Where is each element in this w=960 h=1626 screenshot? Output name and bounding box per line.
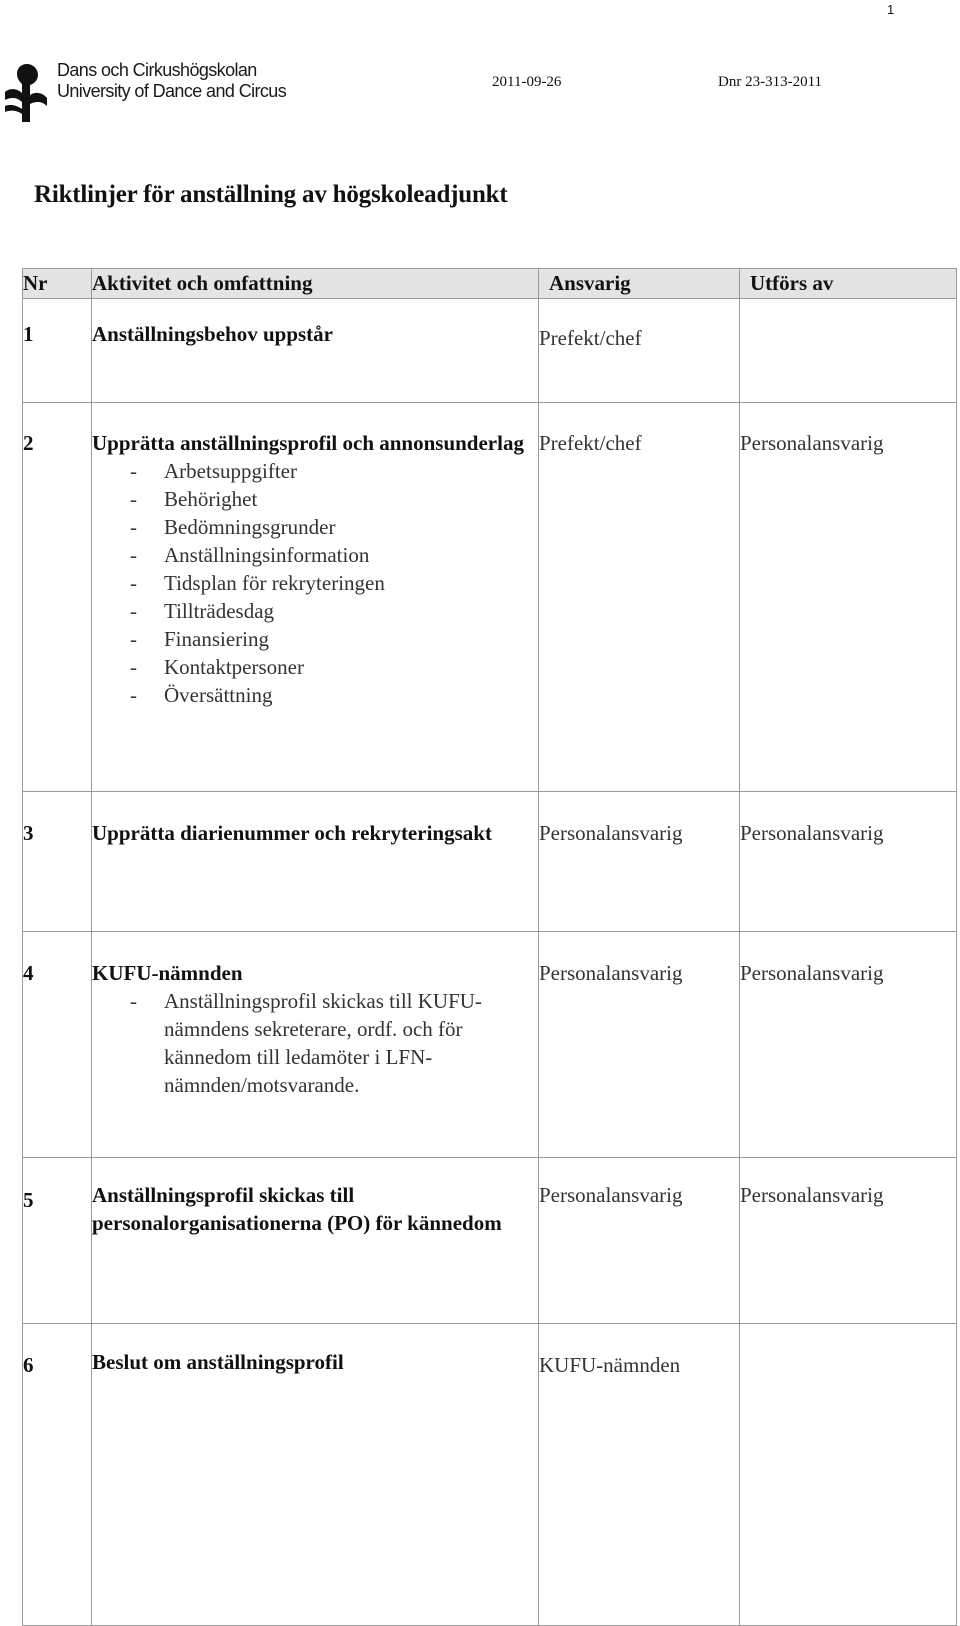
row-performed-by — [740, 1324, 957, 1626]
list-item: - Översättning — [92, 681, 538, 709]
table-header-row — [23, 269, 957, 299]
document-title: Riktlinjer för anställning av högskoleadjunkt — [34, 181, 508, 208]
dance-circus-logo-icon — [3, 62, 49, 124]
list-item: - Kontaktpersoner — [92, 653, 538, 681]
activity-title: KUFU-nämnden — [92, 961, 243, 985]
row-responsible: Prefekt/chef — [539, 299, 740, 403]
document-date: 2011-09-26 — [492, 74, 562, 90]
column-header-nr: Nr — [23, 269, 92, 299]
row-performed-by: Personalansvarig — [740, 792, 957, 932]
activity-title: Anställningsprofil skickas till personalorganisationerna (PO) för kännedom — [92, 1183, 502, 1235]
row-responsible: Personalansvarig — [539, 792, 740, 932]
row-responsible: Personalansvarig — [539, 1158, 740, 1324]
list-item: - Behörighet — [92, 485, 538, 513]
table-row — [23, 792, 957, 932]
row-activity — [92, 403, 539, 792]
page-number: 1 — [887, 2, 895, 17]
row-responsible: Prefekt/chef — [539, 403, 740, 792]
list-item: - Anställningsinformation — [92, 541, 538, 569]
activity-title: Anställningsbehov uppstår — [92, 322, 333, 346]
list-item: - Anställningsprofil skickas till KUFU-nämndens sekreterare, ordf. och för kännedom till ledamöter i LFN-nämnden/motsvarande. — [92, 987, 538, 1099]
row-activity — [92, 299, 539, 403]
guidelines-table — [22, 268, 957, 1626]
column-header-activity: Aktivitet och omfattning — [92, 269, 539, 299]
row-performed-by: Personalansvarig — [740, 1158, 957, 1324]
column-header-responsible: Ansvarig — [539, 269, 740, 299]
row-performed-by: Personalansvarig — [740, 403, 957, 792]
document-dnr: Dnr 23-313-2011 — [718, 74, 823, 90]
row-performed-by — [740, 299, 957, 403]
row-performed-by: Personalansvarig — [740, 932, 957, 1158]
row-number: 5 — [23, 1158, 92, 1324]
row-responsible: Personalansvarig — [539, 932, 740, 1158]
table-row — [23, 932, 957, 1158]
row-activity — [92, 792, 539, 932]
row-activity — [92, 1158, 539, 1324]
institution-name-en: University of Dance and Circus — [57, 81, 287, 101]
row-number: 3 — [23, 792, 92, 932]
row-number: 1 — [23, 299, 92, 403]
table-row — [23, 1324, 957, 1626]
row-activity — [92, 1324, 539, 1626]
activity-title: Upprätta diarienummer och rekryteringsakt — [92, 821, 492, 845]
activity-subitems — [92, 457, 538, 709]
row-number: 2 — [23, 403, 92, 792]
list-item: - Arbetsuppgifter — [92, 457, 538, 485]
institution-name — [57, 60, 286, 102]
column-header-performed-by: Utförs av — [740, 269, 957, 299]
row-activity — [92, 932, 539, 1158]
list-item: - Finansiering — [92, 625, 538, 653]
list-item: - Bedömningsgrunder — [92, 513, 538, 541]
institution-name-sv: Dans och Cirkushögskolan — [57, 60, 257, 80]
activity-title: Upprätta anställningsprofil och annonsunderlag — [92, 431, 524, 455]
row-number: 6 — [23, 1324, 92, 1626]
list-item: - Tillträdesdag — [92, 597, 538, 625]
table-row — [23, 403, 957, 792]
row-responsible: KUFU-nämnden — [539, 1324, 740, 1626]
table-row — [23, 1158, 957, 1324]
list-item: - Tidsplan för rekryteringen — [92, 569, 538, 597]
activity-title: Beslut om anställningsprofil — [92, 1350, 344, 1374]
activity-subitems — [92, 987, 538, 1099]
row-number: 4 — [23, 932, 92, 1158]
table-row — [23, 299, 957, 403]
